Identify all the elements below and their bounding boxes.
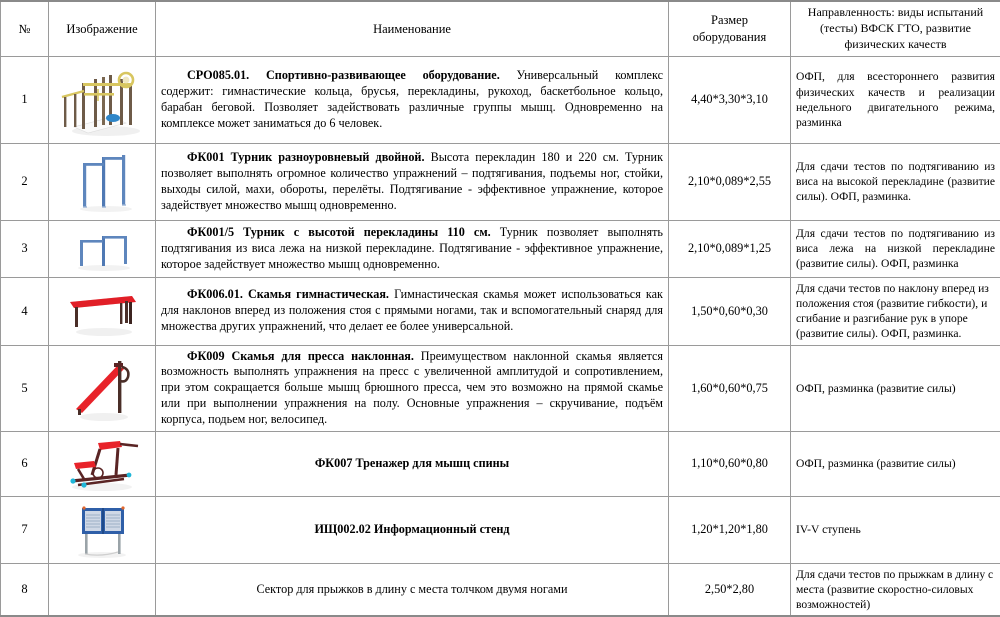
- column-header-direction-line3: физических качеств: [796, 37, 995, 53]
- sports-complex-thumbnail: [54, 61, 150, 139]
- low-pullup-bar-thumbnail: [56, 224, 148, 274]
- row-number: 8: [1, 563, 49, 616]
- row-image-cell: [49, 56, 156, 143]
- table-header: [1, 1, 1000, 56]
- row-name-paragraph: [161, 150, 663, 213]
- row-name-code: ФК007 Тренажер для мышц спины: [315, 456, 509, 470]
- row-size: 1,10*0,60*0,80: [669, 431, 791, 496]
- row-name-cell: [156, 277, 669, 345]
- row-name-cell: [156, 143, 669, 220]
- row-image-cell: [49, 431, 156, 496]
- row-name-cell: [156, 56, 669, 143]
- row-size: 1,60*0,60*0,75: [669, 345, 791, 431]
- column-header-direction-line2: (тесты) ВФСК ГТО, развитие: [796, 21, 995, 37]
- row-direction: [791, 56, 1000, 143]
- row-size: 2,10*0,089*2,55: [669, 143, 791, 220]
- table-row: [1, 431, 1000, 496]
- row-name-cell: [156, 431, 669, 496]
- column-header-number: №: [1, 1, 49, 56]
- row-name-paragraph: [161, 68, 663, 131]
- information-stand-thumbnail: [56, 500, 148, 560]
- row-size: 2,50*2,80: [669, 563, 791, 616]
- row-image-cell: [49, 345, 156, 431]
- row-name-description: Высота перекладин 180 и 220 см. Турник позволяет выполнять огромное количество упражнений – подтягивания, подъемы ног, стойки, выходы силой, махи, обороты, перелёты. Подтягивание - эффективное упражнение, которое задействует множество мышц одновременно.: [161, 150, 663, 212]
- row-size: 2,10*0,089*1,25: [669, 220, 791, 277]
- row-number: 1: [1, 56, 49, 143]
- gymnastic-bench-thumbnail: [56, 282, 148, 340]
- row-name-paragraph: [161, 522, 663, 538]
- row-direction: [791, 220, 1000, 277]
- row-number: 5: [1, 345, 49, 431]
- row-name-paragraph: [161, 225, 663, 273]
- row-image-cell: [49, 277, 156, 345]
- row-name-code: ИЩ002.02 Информационный стенд: [314, 522, 509, 536]
- row-size: 1,50*0,60*0,30: [669, 277, 791, 345]
- row-direction-text: Для сдачи тестов по подтягиванию из виса лежа на низкой перекладине (развитие силы). ОФП, разминка: [796, 226, 995, 272]
- row-name-description: Универсальный комплекс содержит: гимнастические кольца, брусья, перекладины, рукоход, баскетбольное кольцо, барабан беговой. Позволяет задействовать различные группы мышц. Одновременно на комплексе может заниматься до 6 человек.: [161, 68, 663, 130]
- row-name-code: ФК009 Скамья для пресса наклонная.: [187, 349, 414, 363]
- row-size: 1,20*1,20*1,80: [669, 496, 791, 563]
- back-muscle-trainer-thumbnail: [54, 435, 150, 493]
- row-name-description: Гимнастическая скамья может использоваться как для наклонов вперед из положения стоя с прямыми ногами, так и вспомогательный снаряд для множества других упражнений, что делает ее более универсальной.: [161, 287, 663, 333]
- row-image-cell: [49, 496, 156, 563]
- column-header-image: Изображение: [49, 1, 156, 56]
- row-name-code: СРО085.01. Спортивно-развивающее оборудование.: [187, 68, 500, 82]
- row-direction-text: ОФП, разминка (развитие силы): [796, 381, 995, 396]
- column-header-size: [669, 1, 791, 56]
- column-header-size-line2: оборудования: [674, 29, 785, 46]
- row-name-cell: [156, 220, 669, 277]
- row-name-paragraph: [161, 456, 663, 472]
- row-name-description: Сектор для прыжков в длину с места толчком двумя ногами: [256, 582, 567, 596]
- row-number: 2: [1, 143, 49, 220]
- table-row: [1, 56, 1000, 143]
- incline-abs-bench-thumbnail: [56, 351, 148, 425]
- row-name-paragraph: [161, 287, 663, 335]
- table-header-row: [1, 1, 1000, 56]
- column-header-size-line1: Размер: [674, 12, 785, 29]
- row-direction-text: ОФП, разминка (развитие силы): [796, 456, 995, 471]
- row-name-description: Преимуществом наклонной скамья является возможность выполнять упражнения на пресс с увеличенной амплитудой и сопротивлением, при этом сокращается больше мышц брюшного пресса, чем это возможно на прямой скамье или при выполнении упражнения на полу. Основные упражнения – скручивание, подъём корпуса, подьем ног, велосипед.: [161, 349, 663, 426]
- row-name-code: ФК001 Турник разноуровневый двойной.: [187, 150, 425, 164]
- row-direction-text: Для сдачи тестов по прыжкам в длину с места (развитие скоростно-силовых возможностей): [796, 567, 995, 613]
- row-number: 4: [1, 277, 49, 345]
- table-row: [1, 143, 1000, 220]
- column-header-direction-line1: Направленность: виды испытаний: [796, 5, 995, 21]
- double-pullup-bar-thumbnail: [56, 147, 148, 217]
- row-name-cell: [156, 496, 669, 563]
- column-header-direction: [791, 1, 1000, 56]
- row-image-cell: [49, 143, 156, 220]
- row-number: 7: [1, 496, 49, 563]
- row-direction-text: Для сдачи тестов по подтягиванию из виса на высокой перекладине (развитие силы). ОФП, разминка.: [796, 159, 995, 205]
- row-direction-text: Для сдачи тестов по наклону вперед из положения стоя (развитие гибкости), и сгибание и разгибание рук в упоре (развитие силы). ОФП, разминка.: [796, 281, 995, 342]
- row-name-paragraph: [161, 349, 663, 428]
- row-direction: [791, 143, 1000, 220]
- row-name-code: ФК001/5 Турник с высотой перекладины 110 см.: [187, 225, 491, 239]
- table-row: [1, 496, 1000, 563]
- row-name-cell: [156, 345, 669, 431]
- table-row: [1, 277, 1000, 345]
- column-header-name: Наименование: [156, 1, 669, 56]
- row-size: 4,40*3,30*3,10: [669, 56, 791, 143]
- row-name-code: ФК006.01. Скамья гимнастическая.: [187, 287, 389, 301]
- row-direction-text: IV-V ступень: [796, 522, 995, 537]
- row-direction-text: ОФП, для всестороннего развития физических качеств и реализации недельного двигательного режима, разминка: [796, 69, 995, 130]
- row-number: 6: [1, 431, 49, 496]
- row-name-description: Турник позволяет выполнять подтягивания из виса лежа на низкой перекладине. Подтягивание - эффективное упражнение, которое задействует множество мышц одновременно.: [161, 225, 663, 271]
- row-number: 3: [1, 220, 49, 277]
- row-direction: [791, 431, 1000, 496]
- row-direction: [791, 277, 1000, 345]
- table-row: [1, 345, 1000, 431]
- row-direction: [791, 496, 1000, 563]
- table-row: [1, 220, 1000, 277]
- table-body: [1, 56, 1000, 616]
- row-direction: [791, 345, 1000, 431]
- row-image-cell: [49, 220, 156, 277]
